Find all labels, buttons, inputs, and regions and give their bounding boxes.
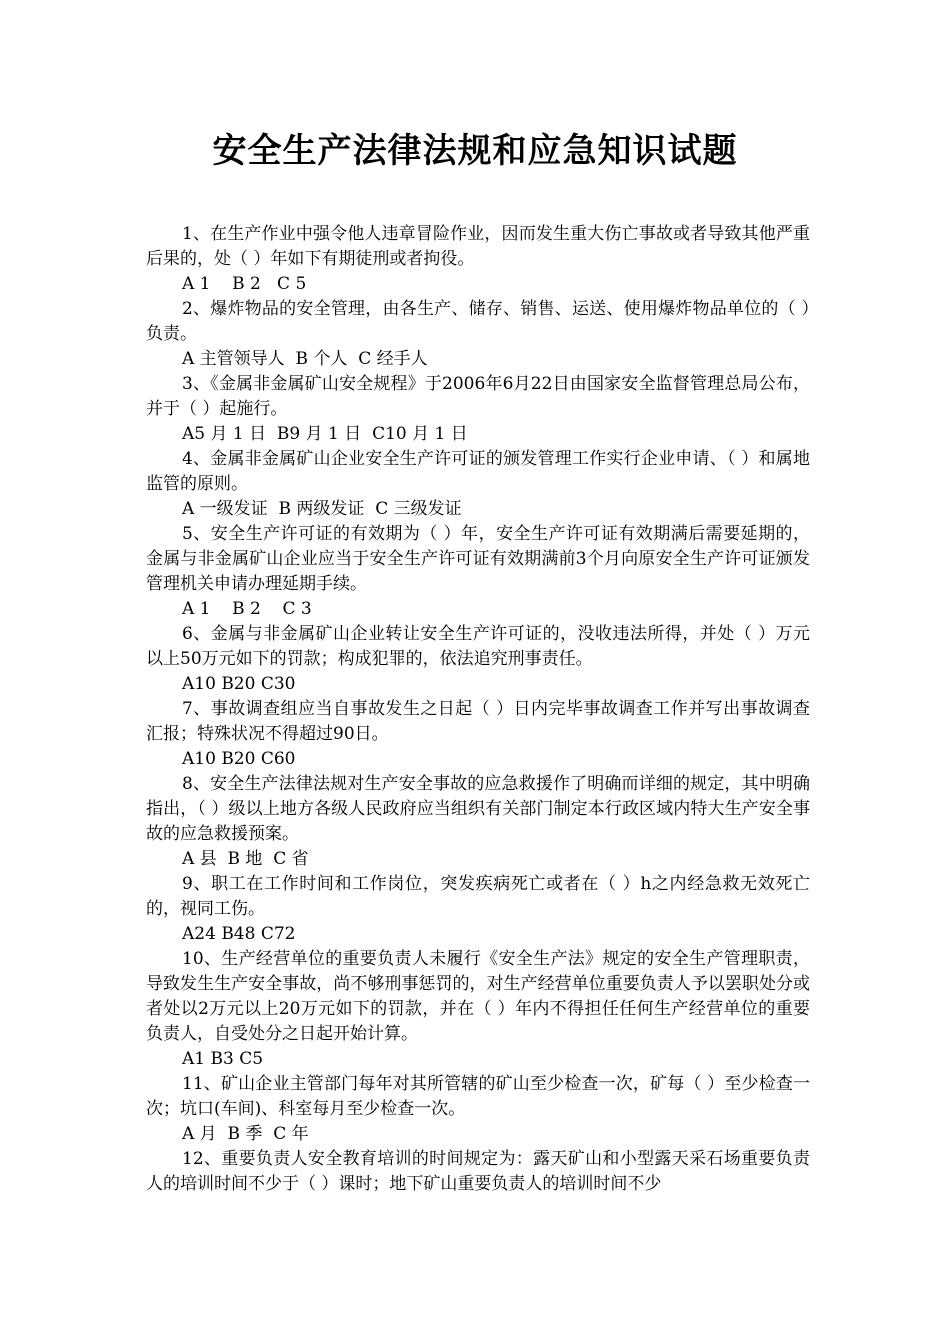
question-8-options: A 县 B 地 C 省 <box>182 849 309 869</box>
question-9-text: 9、职工在工作时间和工作岗位，突发疾病死亡或者在（ ）h之内经急救无效死亡的，视同工伤。 <box>146 874 810 919</box>
question-3-text: 3、《金属非金属矿山安全规程》于2006年6月22日由国家安全监督管理总局公布，并于（ ）起施行。 <box>146 374 810 419</box>
question-6-text: 6、金属与非金属矿山企业转让安全生产许可证的，没收违法所得，并处（ ）万元以上50万元如下的罚款；构成犯罪的，依法追究刑事责任。 <box>146 624 810 669</box>
question-5-text: 5、安全生产许可证的有效期为（ ）年，安全生产许可证有效期满后需要延期的，金属与非金属矿山企业应当于安全生产许可证有效期满前3个月向原安全生产许可证颁发管理机关申请办理延期手续。 <box>146 524 810 594</box>
question-6-options: A10 B20 C30 <box>182 674 296 694</box>
question-list <box>146 222 810 1197</box>
question-5-options: A 1 B 2 C 3 <box>182 599 312 619</box>
question-4-text: 4、金属非金属矿山企业安全生产许可证的颁发管理工作实行企业申请、（ ）和属地监管的原则。 <box>146 449 810 494</box>
question-8-text: 8、安全生产法律法规对生产安全事故的应急救援作了明确而详细的规定，其中明确指出，（ ）级以上地方各级人民政府应当组织有关部门制定本行政区域内特大生产安全事故的应急救援预案。 <box>146 774 810 844</box>
question-7-options: A10 B20 C60 <box>182 749 296 769</box>
question-4-options: A 一级发证 B 两级发证 C 三级发证 <box>182 499 462 519</box>
question-11-text: 11、矿山企业主管部门每年对其所管辖的矿山至少检查一次，矿每（ ）至少检查一次；坑口(车间)、科室每月至少检查一次。 <box>146 1074 810 1119</box>
question-9-options: A24 B48 C72 <box>182 924 296 944</box>
question-12-text: 12、重要负责人安全教育培训的时间规定为：露天矿山和小型露天采石场重要负责人的培训时间不少于（ ）课时；地下矿山重要负责人的培训时间不少 <box>146 1149 810 1194</box>
question-10-text: 10、生产经营单位的重要负责人未履行《安全生产法》规定的安全生产管理职责，导致发生生产安全事故，尚不够刑事惩罚的，对生产经营单位重要负责人予以罢职处分或者处以2万元以上20万元如下的罚款，并在（ ）年内不得担任任何生产经营单位的重要负责人，自受处分之日起开始计算。 <box>146 949 810 1044</box>
question-3-options: A5 月 1 日 B9 月 1 日 C10 月 1 日 <box>182 424 468 444</box>
question-7-text: 7、事故调查组应当自事故发生之日起（ ）日内完毕事故调查工作并写出事故调查汇报；特殊状况不得超过90日。 <box>146 699 810 744</box>
question-2-text: 2、爆炸物品的安全管理，由各生产、储存、销售、运送、使用爆炸物品单位的（ ）负责。 <box>146 299 810 344</box>
question-11-options: A 月 B 季 C 年 <box>182 1124 309 1144</box>
question-1-text: 1、在生产作业中强令他人违章冒险作业，因而发生重大伤亡事故或者导致其他严重后果的，处（ ）年如下有期徒刑或者拘役。 <box>146 224 810 269</box>
question-1-options: A 1 B 2 C 5 <box>182 274 307 294</box>
question-2-options: A 主管领导人 B 个人 C 经手人 <box>182 349 428 369</box>
document-title: 安全生产法律法规和应急知识试题 <box>212 131 738 171</box>
question-10-options: A1 B3 C5 <box>182 1049 264 1069</box>
